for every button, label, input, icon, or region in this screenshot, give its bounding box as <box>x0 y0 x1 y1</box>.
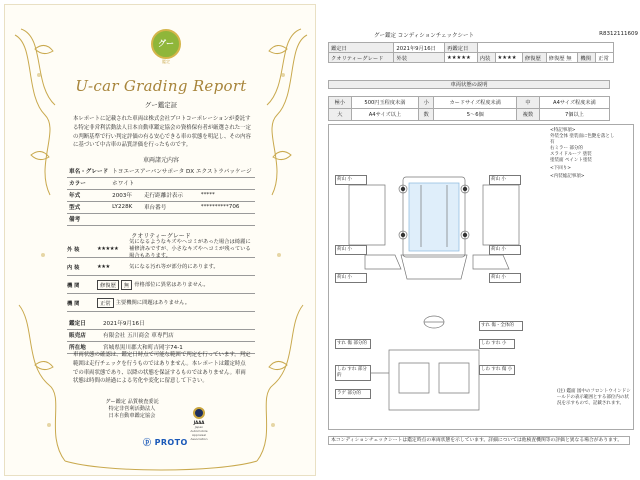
legend-cell: 7個以上 <box>539 109 609 121</box>
table-row <box>329 53 614 63</box>
damage-label: 荷山 小 <box>335 273 367 283</box>
meta-label: 修復歴 <box>522 53 546 63</box>
appraisal-value: 2021年9月16日 <box>101 317 255 329</box>
interior-label: すれ 傷・全体的 <box>479 321 523 331</box>
appraisal-value: 宮城県黒川郡大和町吉岡字74-1 <box>101 341 255 353</box>
table-row <box>329 109 610 121</box>
grade-desc: 主要機関に問題はありません。 <box>115 299 191 306</box>
vehicle-label: 備考 <box>67 213 110 225</box>
sheet-number: R8312111609 <box>599 31 638 37</box>
meta-table <box>328 42 614 63</box>
note-line: 外装全体 塗装面に色艶を落とし <box>550 134 615 139</box>
table-row <box>67 213 255 225</box>
legend-cell: A4サイズ以上 <box>351 109 419 121</box>
sheet-title: グー鑑定 コンディションチェックシート <box>374 33 475 39</box>
note-line: 有 <box>550 140 555 145</box>
vehicle-label: 車名・グレード <box>67 165 110 177</box>
diagram-footnote: (注) 鑑面 図中のフロントウインドシールドの表示範囲とする部位内の状況を示すもので、記載されます。 <box>557 389 631 406</box>
jaaa-subtitle: Japan Automobile Appraisal Association <box>190 425 208 441</box>
repair-value: 無 <box>121 280 132 290</box>
quality-section-title: クオリティーグレード <box>131 233 191 240</box>
meta-label: 内装 <box>477 53 495 63</box>
stamp-line: 特定非営利活動法人 <box>108 406 156 412</box>
note-line: 塗装面 ペイント塗装 <box>550 158 592 163</box>
meta-value: ★★★★★ <box>445 53 478 63</box>
grade-row-engine <box>67 295 255 312</box>
table-row <box>67 189 255 201</box>
condition-title: 車両状態の説明 <box>328 80 610 89</box>
grade-desc: 骨格部位に異常はありません。 <box>134 281 209 288</box>
engine-badge: 正常 <box>97 298 114 308</box>
meta-label: 再鑑定日 <box>445 43 478 53</box>
table-row <box>67 201 255 213</box>
table-row <box>67 317 255 329</box>
grade-label: 機 関 <box>67 283 80 289</box>
legend-cell: 中 <box>517 97 540 109</box>
meta-value: 正常 <box>596 53 614 63</box>
legend-table <box>328 96 610 121</box>
vehicle-value <box>110 213 255 225</box>
legend-cell: A4サイズ程度未満 <box>539 97 609 109</box>
appraisal-table <box>67 317 255 354</box>
meta-label: クオリティーグレード <box>329 53 394 63</box>
disclaimer-text: 車両状態の確認は、鑑定日時点で可能な範囲で判定を行っています。判定範囲は走行チェックを行うものではありません。本レポートは鑑定時点での車両状態であり、以降の状態を保証するものではありません。車両状態は時間の経過による劣化や変化に留意して下さい。 <box>73 352 251 385</box>
logo-sub: 鑑定 <box>162 59 170 64</box>
interior-label: すれ 傷 部分的 <box>335 339 371 349</box>
table-row <box>329 97 610 109</box>
grade-stars: ★★★★★ <box>97 246 119 252</box>
vehicle-value: LY228K <box>110 201 142 213</box>
meta-value: 修復歴 無 <box>546 53 578 63</box>
vehicle-value: **********706 <box>199 201 255 213</box>
legend-cell: 大 <box>329 109 352 121</box>
vehicle-label: 車台番号 <box>142 201 199 213</box>
vehicle-label: 走行距離計表示 <box>142 189 199 201</box>
appraisal-label: 販売店 <box>67 329 101 341</box>
legend-cell: 極小 <box>329 97 352 109</box>
appraisal-value: 有限会社 五川商会 車専門店 <box>101 329 255 341</box>
sheet-footer: 本コンディションチェックシートは鑑定時点の車両状態を示しています。詳細については他検査機関等の評価と異なる場合があります。 <box>328 436 630 445</box>
table-row <box>67 177 255 189</box>
stamp-line: グー鑑定 品質検査委託 <box>105 399 159 405</box>
meta-label: 鑑定日 <box>329 43 394 53</box>
condition-check-sheet <box>324 0 640 480</box>
grade-stars: ★★★ <box>97 264 110 270</box>
association-stamp <box>89 399 175 420</box>
table-row <box>67 165 255 177</box>
vehicle-value: ホワイト <box>110 177 255 189</box>
notes-subtitle: <下回り> <box>550 166 572 171</box>
damage-label: 荷山 小 <box>335 175 367 185</box>
sheet-header <box>324 29 640 41</box>
report-title: U-car Grading Report <box>75 77 247 95</box>
vehicle-label: カラー <box>67 177 110 189</box>
jaaa-emblem-icon <box>193 407 205 419</box>
grade-label: 外 装 <box>67 247 80 253</box>
special-notes <box>548 125 634 181</box>
issuer-title: グー鑑定証 <box>144 101 178 109</box>
goo-logo <box>151 29 181 65</box>
legend-cell: カードサイズ程度未満 <box>434 97 517 109</box>
notes-title: <特記事項> <box>550 128 576 133</box>
vehicle-label: 年式 <box>67 189 110 201</box>
vehicle-label: 型式 <box>67 201 110 213</box>
legend-cell: 複数 <box>517 109 540 121</box>
table-row <box>329 43 614 53</box>
grade-label: 内 装 <box>67 265 80 271</box>
vehicle-value: トヨエースアーバンサポータ DX エクストラパッケージ <box>110 165 255 177</box>
repair-badge: 修復歴 <box>97 280 119 290</box>
damage-label: 荷山 小 <box>489 245 521 255</box>
proto-label: PROTO <box>154 438 188 447</box>
interior-label: しわ すれ 傷 小 <box>479 365 515 375</box>
grading-certificate <box>4 4 316 476</box>
proto-logo <box>143 437 188 448</box>
legend-cell: 500円玉程度未満 <box>351 97 419 109</box>
legend-cell: 5〜6個 <box>434 109 517 121</box>
logo-badge <box>151 29 181 59</box>
vehicle-value: ***** <box>199 189 255 201</box>
table-row <box>67 329 255 341</box>
note-line: 右ミラー 部分的 <box>550 146 583 151</box>
vehicle-value: 2003年 <box>110 189 142 201</box>
interior-label: しわ すれ 部分的 <box>335 365 371 381</box>
grade-row-interior <box>67 259 255 276</box>
grade-desc: 気になる汚れ等が部分的にあります。 <box>129 263 219 270</box>
interior-label: ラゲ 部分的 <box>335 389 371 399</box>
damage-label: 荷山 小 <box>335 245 367 255</box>
grade-label: 機 関 <box>67 301 80 307</box>
meta-value: ★★★★ <box>495 53 522 63</box>
meta-value <box>477 43 613 53</box>
damage-label: 荷山 小 <box>489 273 521 283</box>
grade-row-repair <box>67 277 255 294</box>
legend-cell: 数 <box>419 109 434 121</box>
jaaa-logo <box>188 407 210 441</box>
damage-label: 荷山 小 <box>489 175 521 185</box>
note-line: スライドルーフ 塗装 <box>550 152 592 157</box>
vehicle-section-title: 車両諸元内容 <box>142 157 179 164</box>
grade-desc: 気になるようなキズやヘコミがあった場合は綺麗に補修済みですが、小さなキズやヘコミが残っている場合もあります。 <box>129 238 251 259</box>
jaaa-label: JAAA <box>193 420 205 425</box>
vehicle-diagram <box>328 124 634 430</box>
vehicle-table <box>67 165 255 226</box>
stamp-line: 日本自動車鑑定協会 <box>108 413 156 419</box>
meta-label: 機関 <box>578 53 596 63</box>
notes-subtitle: <内装総記事項> <box>550 174 585 179</box>
meta-label: 外装 <box>394 53 445 63</box>
appraisal-label: 所在地 <box>67 341 101 353</box>
interior-label: しわ すれ 小 <box>479 339 515 349</box>
grade-row-exterior <box>67 238 255 259</box>
appraisal-label: 鑑定日 <box>67 317 101 329</box>
intro-text: 本レポートに記載された車両は株式会社プロトコーポレーションが委託する特定非営利活動法人日本自動車鑑定協会の資格保有者が厳選された一定の判断基準で行い判定評価の有る安心できる車の状態を明記し、その内容に基づいて中古車の品質評価を行ったものです。 <box>73 116 251 149</box>
legend-cell: 小 <box>419 97 434 109</box>
proto-mark-icon: ⓟ <box>143 438 152 447</box>
meta-value: 2021年9月16日 <box>394 43 445 53</box>
logo-text: グー <box>158 39 174 48</box>
